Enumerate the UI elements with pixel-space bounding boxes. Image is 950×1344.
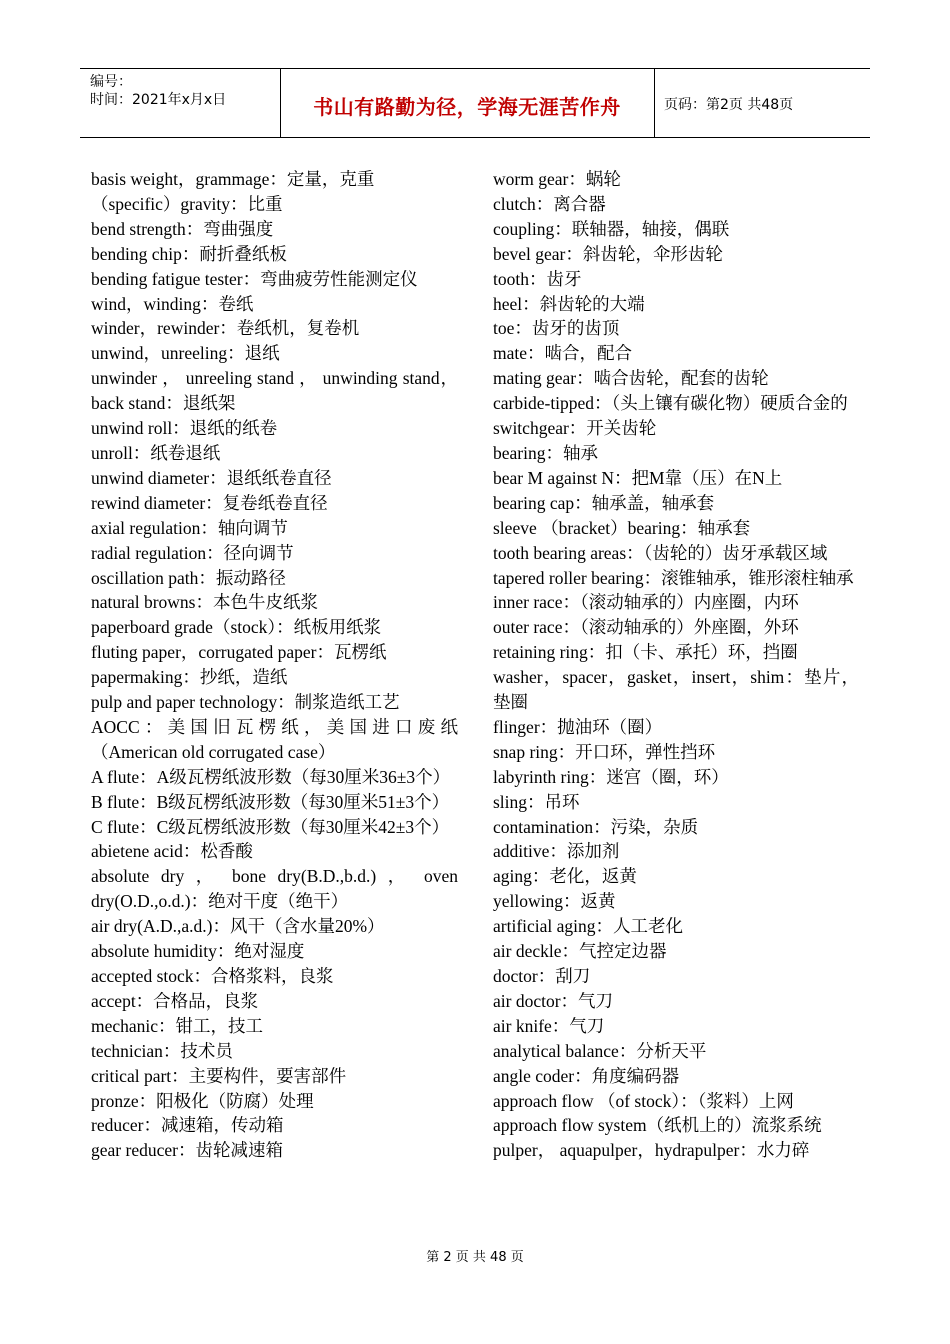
glossary-entry: labyrinth ring：迷宫（圈，环） [493,766,729,787]
glossary-entry: worm gear：蜗轮 [493,169,621,189]
glossary-entry: bearing cap：轴承盖，轴承套 [493,492,715,513]
glossary-entry: wind，winding：卷纸 [91,293,254,314]
glossary-entry: unroll：纸卷退纸 [91,442,221,463]
glossary-entry: flinger：抛油环（圈） [493,716,663,737]
glossary-entry: radial regulation：径向调节 [91,542,294,563]
glossary-entry: accepted stock：合格浆料，良浆 [91,966,334,986]
document-number-label: 编号： [90,74,132,90]
glossary-entry: absolute humidity：绝对湿度 [91,941,305,962]
glossary-entry: pulper， aquapulper，hydrapulper：水力碎 [493,1140,810,1161]
glossary-entry: C flute：C级瓦楞纸波形数（每30厘米42±3个） [91,816,450,837]
glossary-entry: inner race：（滚动轴承的）内座圈，内环 [493,592,799,613]
glossary-entry: winder，rewinder：卷纸机，复卷机 [91,318,360,339]
header-motto-cell [280,69,655,137]
glossary-entry: （specific）gravity：比重 [91,193,283,214]
page-header [80,68,870,138]
glossary-entry: technician：技术员 [91,1040,233,1061]
document-date: 时间：2021年x月x日 [90,92,227,108]
glossary-entry: air deckle：气控定边器 [493,941,667,962]
glossary-entry: accept：合格品，良浆 [91,990,259,1011]
glossary-entry: fluting paper，corrugated paper：瓦楞纸 [91,642,387,663]
glossary-entry: unwind roll：退纸的纸卷 [91,418,278,439]
glossary-entry: switchgear：开关齿轮 [493,418,657,439]
glossary-entry: air knife：气刀 [493,1015,605,1036]
glossary-entry: papermaking：抄纸，造纸 [91,667,288,688]
glossary-entry: absolute dry ， bone dry(B.D.,b.d.) ， oven dry(O.D.,o.d.)：绝对干度（绝干） [91,866,458,912]
glossary-entry: B flute：B级瓦楞纸波形数（每30厘米51±3个） [91,791,450,812]
glossary-entry: rewind diameter：复卷纸卷直径 [91,492,328,513]
glossary-entry: approach flow （of stock）：（浆料）上网 [493,1090,794,1111]
glossary-entry: analytical balance：分析天平 [493,1040,707,1061]
glossary-entry: retaining ring：扣（卡、承托）环，挡圈 [493,642,798,663]
glossary-entry: basis weight，grammage：定量，克重 [91,169,375,189]
glossary-entry: coupling：联轴器，轴接，偶联 [493,218,730,239]
glossary-entry: paperboard grade（stock）：纸板用纸浆 [91,617,382,638]
glossary-entry: bending chip：耐折叠纸板 [91,243,287,264]
glossary-entry: additive：添加剂 [493,841,620,862]
glossary-entry: tooth：齿牙 [493,268,582,289]
glossary-entry: unwind，unreeling：退纸 [91,343,280,364]
glossary-entry: artificial aging：人工老化 [493,916,684,937]
glossary-right-column [493,167,859,1163]
header-meta [80,69,281,137]
glossary-left-column [91,167,458,1163]
glossary-entry: sleeve （bracket）bearing：轴承套 [493,517,751,538]
glossary-entry: bending fatigue tester：弯曲疲劳性能测定仪 [91,268,418,289]
glossary-entry: bear M against N：把M靠（压）在N上 [493,467,783,488]
glossary-entry: mechanic：钳工，技工 [91,1015,264,1036]
glossary-entry: tooth bearing areas：（齿轮的）齿牙承载区域 [493,542,828,563]
glossary-entry: sling：吊环 [493,791,580,812]
glossary-entry: axial regulation：轴向调节 [91,517,288,538]
glossary-entry: carbide-tipped：（头上镶有碳化物）硬质合金的 [493,393,848,414]
glossary-entry: bevel gear：斜齿轮，伞形齿轮 [493,243,723,264]
glossary-entry: yellowing：返黄 [493,891,616,912]
glossary-entry: AOCC：美国旧瓦楞纸，美国进口废纸（American old corrugated case） [91,716,458,762]
glossary-entry: critical part：主要构件，要害部件 [91,1065,347,1086]
glossary-entry: doctor：刮刀 [493,966,591,986]
glossary-entry: reducer：减速箱，传动箱 [91,1115,284,1136]
glossary-entry: angle coder：角度编码器 [493,1065,680,1086]
glossary-entry: unwinder ， unreeling stand ， unwinding stand，back stand：退纸架 [91,368,458,414]
glossary-entry: pronze：阳极化（防腐）处理 [91,1090,314,1111]
glossary-entry: air doctor：气刀 [493,990,614,1011]
header-motto: 书山有路勤为径，学海无涯苦作舟 [313,95,621,119]
glossary-entry: air dry(A.D.,a.d.)：风干（含水量20%） [91,916,385,937]
glossary-entry: A flute：A级瓦楞纸波形数（每30厘米36±3个） [91,766,451,787]
glossary-entry: approach flow system（纸机上的）流浆系统 [493,1115,822,1136]
glossary-entry: outer race：（滚动轴承的）外座圈，外环 [493,617,799,638]
glossary-entry: aging：老化，返黄 [493,866,637,887]
glossary-entry: mate：啮合，配合 [493,343,633,364]
glossary-entry: unwind diameter：退纸纸卷直径 [91,467,332,488]
glossary-entry: clutch：离合器 [493,193,606,214]
glossary-entry: snap ring：开口环，弹性挡环 [493,741,716,762]
glossary-entry: toe：齿牙的齿顶 [493,318,620,339]
glossary-entry: bearing：轴承 [493,442,598,463]
glossary-entry: heel：斜齿轮的大端 [493,293,645,314]
glossary-entry: bend strength：弯曲强度 [91,218,274,239]
page-footer: 第 2 页 共 48 页 [426,1250,524,1265]
glossary-entry: washer，spacer，gasket，insert，shim：垫片，垫圈 [493,667,859,713]
header-page-cell [654,69,870,137]
glossary-entry: mating gear：啮合齿轮，配套的齿轮 [493,368,769,389]
glossary-entry: contamination：污染，杂质 [493,816,699,837]
header-page-info: 页码：第2页 共48页 [664,97,794,113]
glossary-entry: tapered roller bearing：滚锥轴承，锥形滚柱轴承 [493,567,854,588]
glossary-entry: abietene acid：松香酸 [91,841,253,862]
glossary-entry: oscillation path：振动路径 [91,567,286,588]
glossary-entry: pulp and paper technology：制浆造纸工艺 [91,692,400,713]
glossary-entry: natural browns：本色牛皮纸浆 [91,592,318,613]
glossary-entry: gear reducer：齿轮减速箱 [91,1140,283,1161]
